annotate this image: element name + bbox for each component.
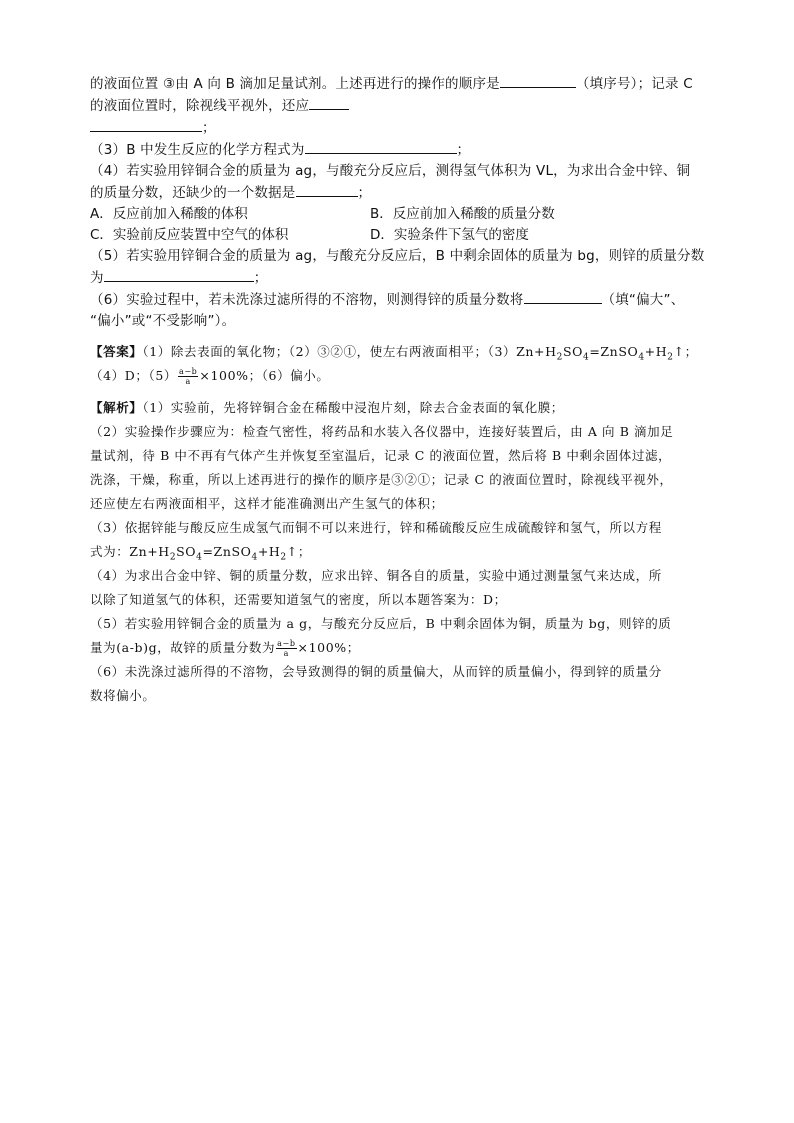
- analysis-line: 以除了知道氢气的体积，还需要知道氢气的密度，所以本题答案为：D；: [90, 592, 507, 607]
- question-6: （6）实验过程中，若未洗涤过滤所得的不溶物，则测得锌的质量分数将 （填“偏大”、: [90, 289, 710, 311]
- question-5: （5）若实验用锌铜合金的质量为 ag，与酸充分反应后，B 中剩余固体的质量为 bg，则锌的质量分数: [90, 248, 705, 264]
- option-a: A．反应前加入稀酸的体积: [90, 206, 248, 222]
- analysis-label: 【解析】: [90, 400, 143, 415]
- question-line: [90, 73, 710, 95]
- option-d: D．实验条件下氢气的密度: [370, 227, 529, 243]
- answer-blank: [296, 182, 358, 197]
- analysis-line: （6）未洗涤过滤所得的不溶物，会导致测得的铜的质量偏大，从而锌的质量偏小，得到锌的质量分: [90, 664, 662, 679]
- answer-blank: [309, 95, 349, 110]
- analysis-line: 洗涤，干燥，称重，所以上述再进行的操作的顺序是③②①；记录 C 的液面位置时，除视线平视外，: [90, 472, 673, 487]
- analysis-line: （5）若实验用锌铜合金的质量为 a g，与酸充分反应后，B 中剩余固体为铜，质量为 bg，则锌的质: [90, 616, 672, 631]
- answer-blank: [500, 73, 576, 88]
- analysis-line: 数将偏小。: [90, 688, 156, 703]
- fraction: $\frac{a-b}{a}$: [277, 639, 296, 658]
- question-4-cont: 的质量分数，还缺少的一个数据是 ；: [90, 182, 710, 204]
- analysis-line: （4）为求出合金中锌、铜的质量分数，应求出锌、铜各自的质量，实验中通过测量氢气来达成，所: [90, 568, 662, 583]
- analysis-line: （2）实验操作步骤应为：检查气密性，将药品和水装入各仪器中，连接好装置后，由 A 向 B 滴加足: [90, 424, 674, 439]
- question-line: [90, 95, 710, 117]
- fraction: $\frac{a-b}{a}$: [178, 367, 198, 386]
- question-4: （4）若实验用锌铜合金的质量为 ag，与酸充分反应后，测得氢气体积为 VL，为求出合金中锌、铜: [90, 163, 691, 179]
- analysis-line: 还应使左右两液面相平，这样才能准确测出产生氢气的体积；: [90, 496, 444, 511]
- answer-blank: [524, 289, 602, 304]
- answer-blank: [305, 139, 457, 154]
- question-text: 的液面位置时，除视线平视外，还应: [90, 98, 310, 114]
- analysis-line: （3）依据锌能与酸反应生成氢气而铜不可以来进行，锌和稀硫酸反应生成硫酸锌和氢气，所以方程: [90, 520, 662, 535]
- answer-blank: [90, 117, 202, 132]
- answer-line: （4）D；（5） $\frac{a-b}{a}$ ×100%；（6）偏小。: [90, 367, 330, 386]
- question-text: （填序号）；记录 C: [575, 76, 693, 92]
- analysis-line: 式为：$Zn+H_2SO_4=ZnSO_4+H_2↑$；: [90, 544, 311, 563]
- option-b: B．反应前加入稀酸的质量分数: [370, 206, 555, 222]
- options: [90, 204, 710, 246]
- option-c: C．实验前反应装置中空气的体积: [90, 227, 289, 243]
- question-3: （3）B 中发生反应的化学方程式为 ；: [90, 139, 710, 161]
- question-line: [90, 117, 710, 139]
- question-text: ；: [202, 120, 216, 136]
- answer-blank: [104, 267, 254, 282]
- question-6-cont: “偏小”或“不受影响”）。: [90, 313, 236, 329]
- answer-label: 【答案】: [90, 344, 143, 359]
- answer-line: 【答案】（1）除去表面的氧化物；（2）③②①，使左右两液面相平；$(3)Zn+H_2SO_4=ZnSO_4+H_2↑$；: [90, 344, 698, 363]
- document-page: [90, 73, 710, 708]
- analysis-line: 【解析】（1）实验前，先将锌铜合金在稀酸中浸泡片刻，除去合金表面的氧化膜；: [90, 400, 564, 415]
- analysis-line: 量试剂，待 B 中不再有气体产生并恢复至室温后，记录 C 的液面位置，然后将 B 中剩余固体过滤，: [90, 448, 672, 463]
- question-5-cont: 为 ；: [90, 267, 710, 289]
- question-text: 的液面位置 ③由 A 向 B 滴加足量试剂。上述再进行的操作的顺序是: [90, 76, 500, 92]
- analysis-line: 量为(a-b)g，故锌的质量分数为 $\frac{a-b}{a}$ ×100%；: [90, 639, 360, 658]
